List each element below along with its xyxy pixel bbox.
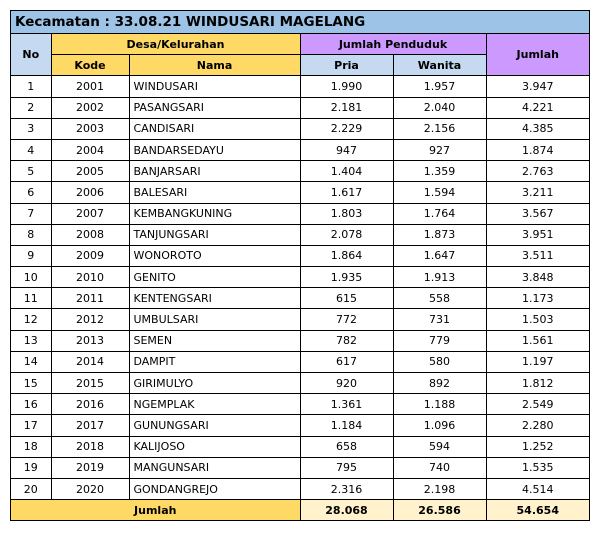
table-row — [11, 436, 589, 457]
cell-jumlah: 2.280 — [486, 415, 589, 436]
cell-jumlah: 1.197 — [486, 351, 589, 372]
cell-wanita: 594 — [393, 436, 486, 457]
table-row — [11, 203, 589, 224]
cell-pria: 1.404 — [300, 161, 393, 182]
cell-jumlah: 1.503 — [486, 309, 589, 330]
cell-pria: 1.361 — [300, 394, 393, 415]
cell-no: 18 — [11, 436, 51, 457]
cell-pria: 2.316 — [300, 478, 393, 499]
cell-no: 14 — [11, 351, 51, 372]
cell-nama: GUNUNGSARI — [129, 415, 300, 436]
cell-nama: CANDISARI — [129, 118, 300, 139]
cell-kode: 2009 — [51, 245, 129, 266]
cell-wanita: 1.359 — [393, 161, 486, 182]
cell-kode: 2011 — [51, 288, 129, 309]
header-pria: Pria — [300, 55, 393, 76]
cell-kode: 2008 — [51, 224, 129, 245]
cell-nama: UMBULSARI — [129, 309, 300, 330]
header-penduduk: Jumlah Penduduk — [300, 34, 486, 55]
table-row — [11, 97, 589, 118]
cell-jumlah: 1.874 — [486, 139, 589, 160]
cell-pria: 2.078 — [300, 224, 393, 245]
cell-jumlah: 3.947 — [486, 76, 589, 97]
cell-no: 2 — [11, 97, 51, 118]
cell-nama: WONOROTO — [129, 245, 300, 266]
header-kode: Kode — [51, 55, 129, 76]
cell-kode: 2005 — [51, 161, 129, 182]
cell-nama: GIRIMULYO — [129, 373, 300, 394]
header-row-1 — [11, 34, 589, 55]
cell-pria: 2.229 — [300, 118, 393, 139]
cell-jumlah: 4.514 — [486, 478, 589, 499]
table-row — [11, 478, 589, 499]
cell-no: 10 — [11, 267, 51, 288]
cell-wanita: 1.188 — [393, 394, 486, 415]
table-row — [11, 267, 589, 288]
cell-wanita: 779 — [393, 330, 486, 351]
header-nama: Nama — [129, 55, 300, 76]
cell-nama: NGEMPLAK — [129, 394, 300, 415]
cell-no: 9 — [11, 245, 51, 266]
total-pria: 28.068 — [300, 500, 393, 521]
cell-nama: GENITO — [129, 267, 300, 288]
population-table-frame — [10, 10, 590, 521]
cell-jumlah: 3.848 — [486, 267, 589, 288]
table-row — [11, 118, 589, 139]
cell-wanita: 731 — [393, 309, 486, 330]
cell-jumlah: 2.549 — [486, 394, 589, 415]
header-desa: Desa/Kelurahan — [51, 34, 300, 55]
table-row — [11, 76, 589, 97]
header-wanita: Wanita — [393, 55, 486, 76]
table-row — [11, 182, 589, 203]
header-jumlah: Jumlah — [486, 34, 589, 76]
table-row — [11, 351, 589, 372]
total-row — [11, 500, 589, 521]
cell-wanita: 1.873 — [393, 224, 486, 245]
cell-jumlah: 2.763 — [486, 161, 589, 182]
cell-no: 16 — [11, 394, 51, 415]
cell-kode: 2012 — [51, 309, 129, 330]
cell-jumlah: 1.535 — [486, 457, 589, 478]
cell-pria: 658 — [300, 436, 393, 457]
cell-wanita: 558 — [393, 288, 486, 309]
cell-pria: 1.990 — [300, 76, 393, 97]
cell-nama: GONDANGREJO — [129, 478, 300, 499]
cell-kode: 2019 — [51, 457, 129, 478]
table-row — [11, 373, 589, 394]
cell-wanita: 1.096 — [393, 415, 486, 436]
cell-kode: 2007 — [51, 203, 129, 224]
cell-no: 11 — [11, 288, 51, 309]
table-title: Kecamatan : 33.08.21 WINDUSARI MAGELANG — [11, 11, 589, 34]
cell-pria: 1.184 — [300, 415, 393, 436]
cell-pria: 615 — [300, 288, 393, 309]
cell-wanita: 1.594 — [393, 182, 486, 203]
cell-kode: 2016 — [51, 394, 129, 415]
cell-kode: 2001 — [51, 76, 129, 97]
cell-pria: 617 — [300, 351, 393, 372]
table-row — [11, 245, 589, 266]
cell-kode: 2006 — [51, 182, 129, 203]
cell-kode: 2015 — [51, 373, 129, 394]
cell-pria: 772 — [300, 309, 393, 330]
cell-nama: BALESARI — [129, 182, 300, 203]
cell-wanita: 1.764 — [393, 203, 486, 224]
cell-pria: 947 — [300, 139, 393, 160]
cell-no: 6 — [11, 182, 51, 203]
cell-jumlah: 1.173 — [486, 288, 589, 309]
cell-kode: 2017 — [51, 415, 129, 436]
cell-kode: 2020 — [51, 478, 129, 499]
table-row — [11, 457, 589, 478]
cell-jumlah: 4.221 — [486, 97, 589, 118]
cell-kode: 2003 — [51, 118, 129, 139]
cell-nama: SEMEN — [129, 330, 300, 351]
population-table — [11, 34, 589, 520]
cell-jumlah: 1.252 — [486, 436, 589, 457]
cell-nama: PASANGSARI — [129, 97, 300, 118]
cell-jumlah: 3.211 — [486, 182, 589, 203]
table-row — [11, 224, 589, 245]
cell-nama: KALIJOSO — [129, 436, 300, 457]
cell-no: 17 — [11, 415, 51, 436]
cell-no: 1 — [11, 76, 51, 97]
cell-kode: 2002 — [51, 97, 129, 118]
cell-kode: 2010 — [51, 267, 129, 288]
cell-pria: 2.181 — [300, 97, 393, 118]
cell-no: 8 — [11, 224, 51, 245]
cell-no: 5 — [11, 161, 51, 182]
table-row — [11, 288, 589, 309]
cell-pria: 782 — [300, 330, 393, 351]
cell-wanita: 2.198 — [393, 478, 486, 499]
cell-wanita: 580 — [393, 351, 486, 372]
cell-wanita: 927 — [393, 139, 486, 160]
total-wanita: 26.586 — [393, 500, 486, 521]
cell-kode: 2013 — [51, 330, 129, 351]
cell-nama: MANGUNSARI — [129, 457, 300, 478]
cell-no: 3 — [11, 118, 51, 139]
cell-jumlah: 3.567 — [486, 203, 589, 224]
cell-jumlah: 1.561 — [486, 330, 589, 351]
cell-no: 19 — [11, 457, 51, 478]
cell-kode: 2018 — [51, 436, 129, 457]
cell-no: 15 — [11, 373, 51, 394]
cell-nama: TANJUNGSARI — [129, 224, 300, 245]
cell-wanita: 1.647 — [393, 245, 486, 266]
cell-pria: 1.803 — [300, 203, 393, 224]
cell-wanita: 892 — [393, 373, 486, 394]
cell-pria: 795 — [300, 457, 393, 478]
cell-nama: WINDUSARI — [129, 76, 300, 97]
total-jumlah: 54.654 — [486, 500, 589, 521]
table-row — [11, 161, 589, 182]
cell-kode: 2014 — [51, 351, 129, 372]
cell-no: 12 — [11, 309, 51, 330]
cell-jumlah: 1.812 — [486, 373, 589, 394]
cell-wanita: 2.040 — [393, 97, 486, 118]
total-label: Jumlah — [11, 500, 300, 521]
cell-no: 7 — [11, 203, 51, 224]
cell-wanita: 1.913 — [393, 267, 486, 288]
cell-pria: 1.617 — [300, 182, 393, 203]
table-row — [11, 309, 589, 330]
cell-nama: BANDARSEDAYU — [129, 139, 300, 160]
cell-pria: 1.864 — [300, 245, 393, 266]
cell-nama: KEMBANGKUNING — [129, 203, 300, 224]
table-row — [11, 139, 589, 160]
table-body — [11, 76, 589, 500]
cell-kode: 2004 — [51, 139, 129, 160]
cell-nama: DAMPIT — [129, 351, 300, 372]
cell-jumlah: 3.951 — [486, 224, 589, 245]
cell-jumlah: 3.511 — [486, 245, 589, 266]
cell-wanita: 2.156 — [393, 118, 486, 139]
cell-no: 20 — [11, 478, 51, 499]
cell-jumlah: 4.385 — [486, 118, 589, 139]
cell-no: 4 — [11, 139, 51, 160]
table-row — [11, 415, 589, 436]
cell-pria: 1.935 — [300, 267, 393, 288]
cell-nama: BANJARSARI — [129, 161, 300, 182]
cell-nama: KENTENGSARI — [129, 288, 300, 309]
header-no: No — [11, 34, 51, 76]
cell-wanita: 1.957 — [393, 76, 486, 97]
cell-pria: 920 — [300, 373, 393, 394]
table-row — [11, 394, 589, 415]
cell-no: 13 — [11, 330, 51, 351]
cell-wanita: 740 — [393, 457, 486, 478]
table-row — [11, 330, 589, 351]
